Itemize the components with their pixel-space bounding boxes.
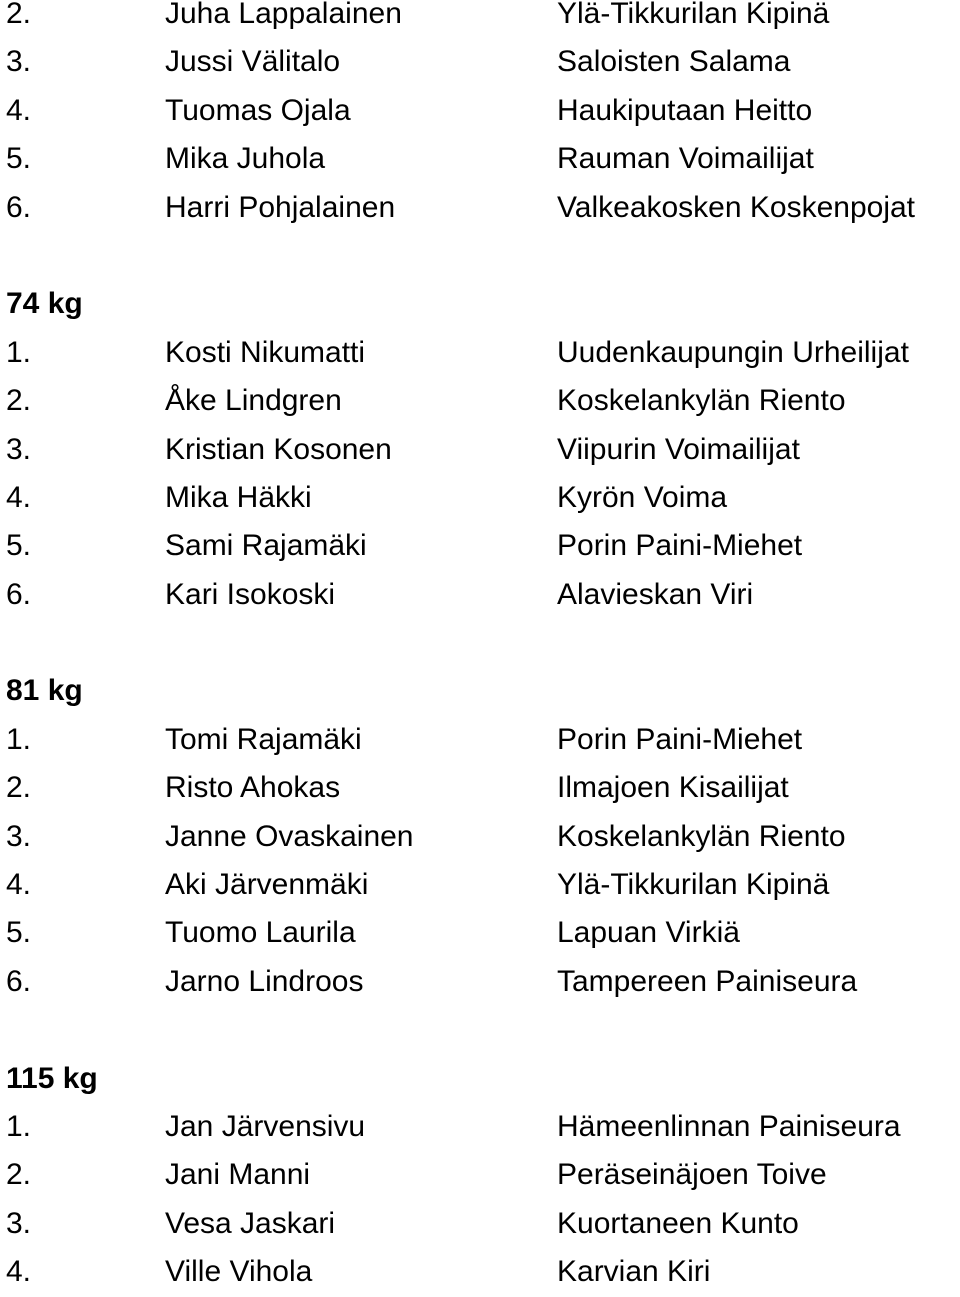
club-name: Ylä-Tikkurilan Kipinä	[557, 0, 830, 30]
athlete-name: Ville Vihola	[165, 1255, 313, 1289]
club-name: Haukiputaan Heitto	[557, 93, 813, 127]
athlete-name: Risto Ahokas	[165, 771, 341, 805]
athlete-name: Mika Häkki	[165, 480, 312, 514]
result-row	[0, 1200, 960, 1248]
club-name: Porin Paini-Miehet	[557, 529, 803, 563]
result-rank: 4.	[6, 480, 32, 514]
athlete-name: Tomi Rajamäki	[165, 722, 362, 756]
athlete-name: Kari Isokoski	[165, 577, 336, 611]
club-name: Uudenkaupungin Urheilijat	[557, 335, 909, 369]
club-name: Saloisten Salama	[557, 45, 791, 79]
weight-class-heading: 74 kg	[6, 287, 83, 321]
section-spacer	[0, 232, 960, 280]
club-name: Tampereen Painiseura	[557, 964, 858, 998]
club-name: Ilmajoen Kisailijat	[557, 771, 789, 805]
results-section	[0, 0, 960, 232]
result-rank: 3.	[6, 45, 32, 79]
result-rank: 2.	[6, 771, 32, 805]
club-name: Kyrön Voima	[557, 480, 728, 514]
section-spacer	[0, 1006, 960, 1054]
result-row	[0, 1103, 960, 1151]
club-name: Valkeakosken Koskenpojat	[557, 190, 916, 224]
result-row	[0, 426, 960, 474]
result-rank: 3.	[6, 1206, 32, 1240]
results-section	[0, 1055, 960, 1297]
club-name: Kuortaneen Kunto	[557, 1206, 799, 1240]
club-name: Viipurin Voimailijat	[557, 432, 800, 466]
athlete-name: Juha Lappalainen	[165, 0, 402, 30]
result-rank: 2.	[6, 1158, 32, 1192]
athlete-name: Tuomo Laurila	[165, 916, 356, 950]
result-row	[0, 764, 960, 812]
athlete-name: Jani Manni	[165, 1158, 311, 1192]
result-row	[0, 1151, 960, 1199]
athlete-name: Mika Juhola	[165, 142, 326, 176]
athlete-name: Sami Rajamäki	[165, 529, 367, 563]
result-rank: 5.	[6, 142, 32, 176]
club-name: Porin Paini-Miehet	[557, 722, 803, 756]
athlete-name: Jan Järvensivu	[165, 1109, 366, 1143]
club-name: Lapuan Virkiä	[557, 916, 740, 950]
athlete-name: Aki Järvenmäki	[165, 868, 369, 902]
result-row	[0, 377, 960, 425]
result-row	[0, 38, 960, 86]
result-row	[0, 87, 960, 135]
result-row	[0, 522, 960, 570]
result-rank: 3.	[6, 819, 32, 853]
result-row	[0, 184, 960, 232]
athlete-name: Jussi Välitalo	[165, 45, 341, 79]
result-row	[0, 861, 960, 909]
athlete-name: Åke Lindgren	[165, 384, 342, 418]
result-row	[0, 813, 960, 861]
club-name: Koskelankylän Riento	[557, 819, 846, 853]
result-rank: 1.	[6, 1109, 32, 1143]
result-rank: 4.	[6, 868, 32, 902]
club-name: Ylä-Tikkurilan Kipinä	[557, 868, 830, 902]
club-name: Koskelankylän Riento	[557, 384, 846, 418]
result-rank: 2.	[6, 384, 32, 418]
result-rank: 4.	[6, 1255, 32, 1289]
result-row	[0, 329, 960, 377]
result-row	[0, 135, 960, 183]
results-section	[0, 280, 960, 619]
result-rank: 6.	[6, 190, 32, 224]
athlete-name: Harri Pohjalainen	[165, 190, 396, 224]
result-rank: 1.	[6, 335, 32, 369]
club-name: Alavieskan Viri	[557, 577, 754, 611]
result-row	[0, 958, 960, 1006]
athlete-name: Vesa Jaskari	[165, 1206, 336, 1240]
athlete-name: Tuomas Ojala	[165, 93, 351, 127]
club-name: Rauman Voimailijat	[557, 142, 814, 176]
result-rank: 2.	[6, 0, 32, 30]
result-rank: 6.	[6, 577, 32, 611]
result-row	[0, 909, 960, 957]
result-rank: 5.	[6, 529, 32, 563]
club-name: Peräseinäjoen Toive	[557, 1158, 827, 1192]
club-name: Hämeenlinnan Painiseura	[557, 1109, 901, 1143]
athlete-name: Kristian Kosonen	[165, 432, 392, 466]
result-rank: 3.	[6, 432, 32, 466]
result-rank: 4.	[6, 93, 32, 127]
result-row	[0, 716, 960, 764]
result-row	[0, 0, 960, 38]
result-rank: 5.	[6, 916, 32, 950]
result-row	[0, 1248, 960, 1296]
result-row	[0, 474, 960, 522]
athlete-name: Jarno Lindroos	[165, 964, 364, 998]
club-name: Karvian Kiri	[557, 1255, 711, 1289]
results-section	[0, 667, 960, 1006]
result-rank: 1.	[6, 722, 32, 756]
weight-class-heading: 81 kg	[6, 674, 83, 708]
section-spacer	[0, 619, 960, 667]
athlete-name: Kosti Nikumatti	[165, 335, 366, 369]
weight-class-heading: 115 kg	[6, 1061, 98, 1095]
result-rank: 6.	[6, 964, 32, 998]
result-row	[0, 571, 960, 619]
athlete-name: Janne Ovaskainen	[165, 819, 414, 853]
